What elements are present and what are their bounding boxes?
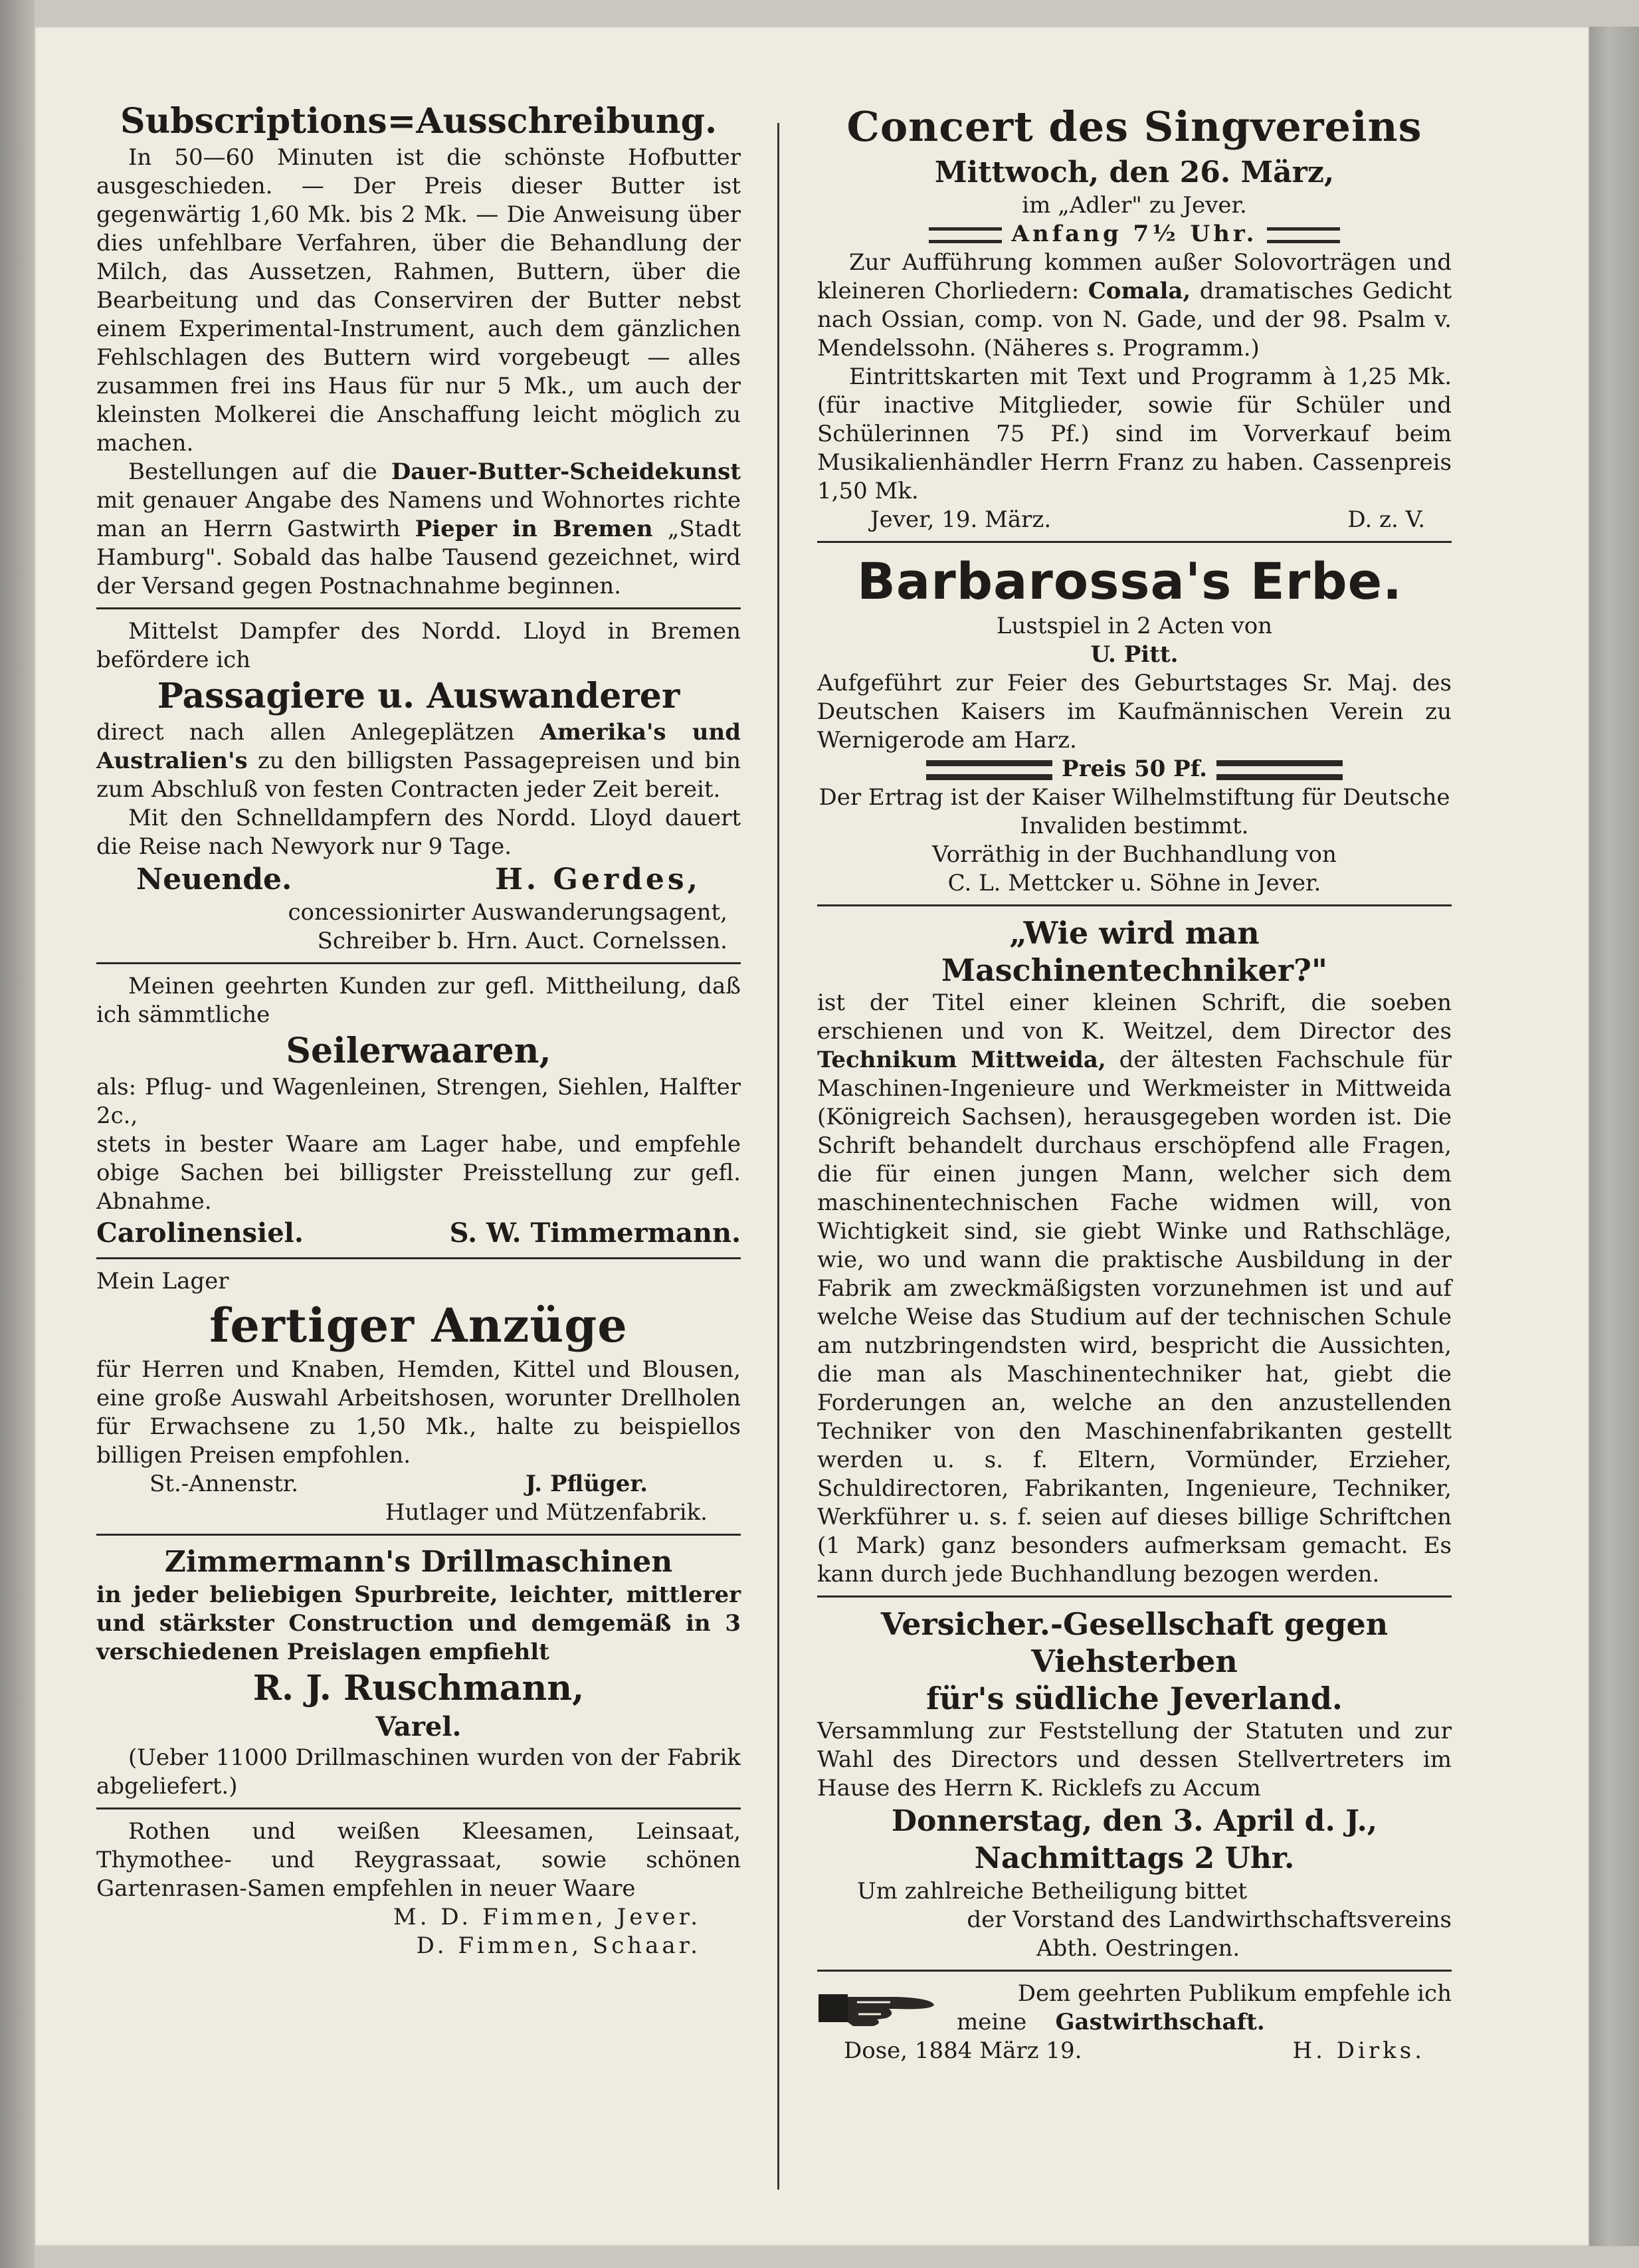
signature-role: Hutlager und Mützenfabrik. <box>385 1499 708 1526</box>
page-edge <box>1589 27 1639 2246</box>
signature-name: D. z. V. <box>1347 506 1425 533</box>
ad-text: Aufgeführt zur Feier des Geburtstages Sr. Maj. des Deutschen Kaisers im Kaufmännischen Verein zu Wernigerode am Harz. <box>817 670 1452 754</box>
separator-rule <box>817 541 1452 543</box>
ad-text: meine Gastwirthschaft. <box>957 2009 1265 2035</box>
ad-title: Seilerwaaren, <box>286 1031 551 1071</box>
ad-note: (Ueber 11000 Drillmaschinen wurden von der Fabrik abgeliefert.) <box>96 1744 741 1800</box>
separator-rule <box>96 1534 741 1536</box>
ad-title: Concert des Singvereins <box>846 102 1422 151</box>
column-divider <box>777 123 779 2190</box>
ad-text: Um zahlreiche Betheiligung bittet <box>857 1878 1248 1905</box>
ad-text: Eintrittskarten mit Text und Programm à 1,25 Mk. (für inactive Mitglieder, sowie für Schüler und Schülerinnen 75 Pf.) sind im Vorverkauf beim Musikalienhändler Herrn Franz zu haben. Cassenpreis 1,50 Mk. <box>817 363 1452 504</box>
signature-row <box>96 1470 741 1498</box>
ad-text: Der Ertrag ist der Kaiser Wilhelmstiftung für Deutsche Invaliden bestimmt. <box>819 784 1450 839</box>
ad-text: Dem geehrten Publikum empfehle ich <box>1017 1980 1452 2007</box>
ad-text: stets in bester Waare am Lager habe, und empfehle obige Sachen bei billigster Preisstellung zur gefl. Abnahme. <box>96 1131 741 1215</box>
signature-name: J. Pflüger. <box>525 1471 648 1497</box>
decorative-bar <box>1267 227 1340 243</box>
ad-drillmaschinen <box>96 1544 741 1801</box>
separator-rule <box>96 1257 741 1259</box>
signature-name: R. J. Ruschmann, <box>252 1668 585 1708</box>
left-column <box>96 100 741 1960</box>
ad-time: Nachmittags 2 Uhr. <box>974 1841 1295 1875</box>
ad-subscription <box>96 100 741 601</box>
ad-author: U. Pitt. <box>1090 641 1179 668</box>
ad-text: Zur Aufführung kommen außer Solovorträgen und kleineren Chorliedern: Comala, dramatisches Gedicht nach Ossian, comp. von N. Gade, und der 98. Psalm v. Mendelssohn. (Näheres s. Programm.) <box>817 249 1452 361</box>
separator-rule <box>817 904 1452 906</box>
decorative-bar <box>1216 760 1343 780</box>
ad-text: ist der Titel einer kleinen Schrift, die soeben erschienen und von K. Weitzel, dem Director des Technikum Mittweida, der ältesten Fachschule für Maschinen-Ingenieure und Werkmeister in Mittweida (Königreich Sachsen), herausgegeben worden ist. Die Schrift behandelt durchaus erschöpfend alle Fragen, die für einen jungen Mann, welcher sich dem maschinentechnischen Fache widmen will, von Wichtigkeit sind, sie giebt Winke und Rathschläge, wie, wo und wann die praktische Ausbildung in der Fabrik am zweckmäßigsten vorzunehmen ist und auf welche Weise das Studium auf der technischen Schule am nutzbringendsten wird, bespricht die Aussichten, die man als Maschinentechniker hat, giebt die Forderungen an, welche an den anzustellenden Techniker von den Maschinenfabrikanten gestellt werden u. s. f. Eltern, Vormünder, Erzieher, Schuldirectoren, Fabrikanten, Ingenieure, Techniker, Werkführer u. s. f. seien auf dieses billige Schriftchen (1 Mark) ganz besonders aufmerksam gemacht. Es kann durch jede Buchhandlung bezogen werden. <box>817 989 1452 1588</box>
right-column <box>817 100 1452 2065</box>
signature-row <box>96 861 741 898</box>
ad-date: Donnerstag, den 3. April d. J., <box>891 1804 1378 1838</box>
ad-passage <box>96 617 741 956</box>
separator-rule <box>96 607 741 609</box>
ad-date: Mittwoch, den 26. März, <box>934 155 1335 189</box>
separator-rule <box>817 1970 1452 1972</box>
ad-versicherung <box>817 1605 1452 1963</box>
ad-text: Vorräthig in der Buchhandlung von <box>932 841 1337 868</box>
ad-intro: Mittelst Dampfer des Nordd. Lloyd in Bremen befördere ich <box>96 618 741 673</box>
decorative-bar <box>929 227 1002 243</box>
ad-maschinentechniker <box>817 914 1452 1589</box>
ad-venue: im „Adler" zu Jever. <box>1022 192 1247 219</box>
page-binding-shadow <box>0 0 35 2268</box>
ad-lines <box>937 1980 1452 2037</box>
ad-title: fertiger Anzüge <box>209 1298 628 1353</box>
ad-start: Anfang 7½ Uhr. <box>817 220 1452 249</box>
ad-title: Passagiere u. Auswanderer <box>157 676 680 716</box>
ad-text: für Herren und Knaben, Hemden, Kittel und Blousen, eine große Auswahl Arbeitshosen, worunter Drellholen für Erwachsene zu 1,50 Mk., halte zu beispiellos billigen Preisen empfohlen. <box>96 1356 741 1469</box>
signature-place: Dose, 1884 März 19. <box>844 2037 1082 2064</box>
ad-kleesamen <box>96 1817 741 1960</box>
decorative-bar <box>926 760 1052 780</box>
signature-place: Neuende. <box>136 863 292 896</box>
ad-intro: Meinen geehrten Kunden zur gefl. Mittheilung, daß ich sämmtliche <box>96 973 741 1028</box>
ad-sub: Lustspiel in 2 Acten von <box>996 613 1273 639</box>
ad-text: Bestellungen auf die Dauer-Butter-Scheidekunst mit genauer Angabe des Namens und Wohnortes richte man an Herrn Gastwirth Pieper in Bremen „Stadt Hamburg". Sobald das halbe Tausend gezeichnet, wird der Versand gegen Postnachnahme beginnen. <box>96 459 741 599</box>
ad-concert <box>817 100 1452 534</box>
signature-name: M. D. Fimmen, Jever. <box>393 1904 701 1930</box>
signature-name: D. Fimmen, Schaar. <box>416 1932 701 1959</box>
ad-text: Versammlung zur Feststellung der Statuten und zur Wahl des Directors und dessen Stellvertreters im Hause des Herrn K. Ricklefs zu Accum <box>817 1718 1452 1802</box>
signature-place: Varel. <box>375 1711 462 1742</box>
signature-role: concessionirter Auswanderungsagent, <box>288 899 727 926</box>
ad-seiler <box>96 972 741 1251</box>
ad-title: Versicher.-Gesellschaft gegen Viehsterben <box>880 1606 1389 1679</box>
signature-place: Carolinensiel. <box>96 1217 304 1249</box>
ad-title: Zimmermann's Drillmaschinen <box>164 1545 673 1579</box>
signature-place: St.-Annenstr. <box>149 1471 299 1497</box>
signature-row <box>96 1216 741 1251</box>
ad-text: Rothen und weißen Kleesamen, Leinsaat, Thymothee- und Reygrassaat, sowie schönen Gartenrasen-Samen empfehlen in neuer Waare <box>96 1818 741 1902</box>
signature-name: S. W. Timmermann. <box>449 1217 741 1249</box>
ad-intro: Mein Lager <box>96 1268 229 1294</box>
signature-name: der Vorstand des Landwirthschaftsvereins <box>967 1907 1452 1933</box>
ad-price: Preis 50 Pf. <box>817 755 1452 783</box>
ad-text: als: Pflug- und Wagenleinen, Strengen, Siehlen, Halfter 2c., <box>96 1074 741 1129</box>
pointing-hand-icon <box>817 1985 937 2031</box>
ad-title: Barbarossa's Erbe. <box>857 552 1403 611</box>
ad-title: für's südliche Jeverland. <box>926 1681 1343 1716</box>
ad-title: „Wie wird man Maschinentechniker?" <box>941 915 1327 988</box>
ad-barbarossa <box>817 551 1452 898</box>
ad-text: Mit den Schnelldampfern des Nordd. Lloyd dauert die Reise nach Newyork nur 9 Tage. <box>96 805 741 860</box>
ad-text: In 50—60 Minuten ist die schönste Hofbutter ausgeschieden. — Der Preis dieser Butter ist gegenwärtig 1,60 Mk. bis 2 Mk. — Die Anweisung über dies unfehlbare Verfahren, über die Behandlung der Milch, das Aussetzen, Rahmen, Buttern, über die Bearbeitung und das Conserviren der Butter nebst einem Experimental-Instrument, auch dem gänzlichen Fehlschlagen des Buttern wird vorgebeugt — alles zusammen frei ins Haus für nur 5 Mk., um auch der kleinsten Molkerei die Anschaffung leicht möglich zu machen. <box>96 144 741 457</box>
ad-text: C. L. Mettcker u. Söhne in Jever. <box>947 870 1321 896</box>
signature-name: H. Gerdes, <box>495 863 701 896</box>
ad-body <box>817 1980 1452 2037</box>
signature-role: Schreiber b. Hrn. Auct. Cornelssen. <box>317 928 727 954</box>
signature-row <box>817 506 1452 534</box>
signature-name: H. Dirks. <box>1292 2037 1425 2064</box>
separator-rule <box>96 1807 741 1809</box>
signature-place: Jever, 19. März. <box>870 506 1052 533</box>
ad-text: direct nach allen Anlegeplätzen Amerika's und Australien's zu den billigsten Passagepreisen und bin zum Abschluß von festen Contracten jeder Zeit bereit. <box>96 719 741 803</box>
signature-name: Abth. Oestringen. <box>1036 1935 1240 1962</box>
ad-anzuege <box>96 1267 741 1527</box>
ad-text: in jeder beliebigen Spurbreite, leichter, mittlerer und stärkster Construction und demgemäß in 3 verschiedenen Preislagen empfiehlt <box>96 1582 741 1665</box>
separator-rule <box>817 1596 1452 1598</box>
ad-title: Subscriptions=Ausschreibung. <box>120 101 718 142</box>
separator-rule <box>96 962 741 964</box>
signature-row <box>817 2037 1452 2065</box>
ad-gastwirthschaft <box>817 1980 1452 2065</box>
